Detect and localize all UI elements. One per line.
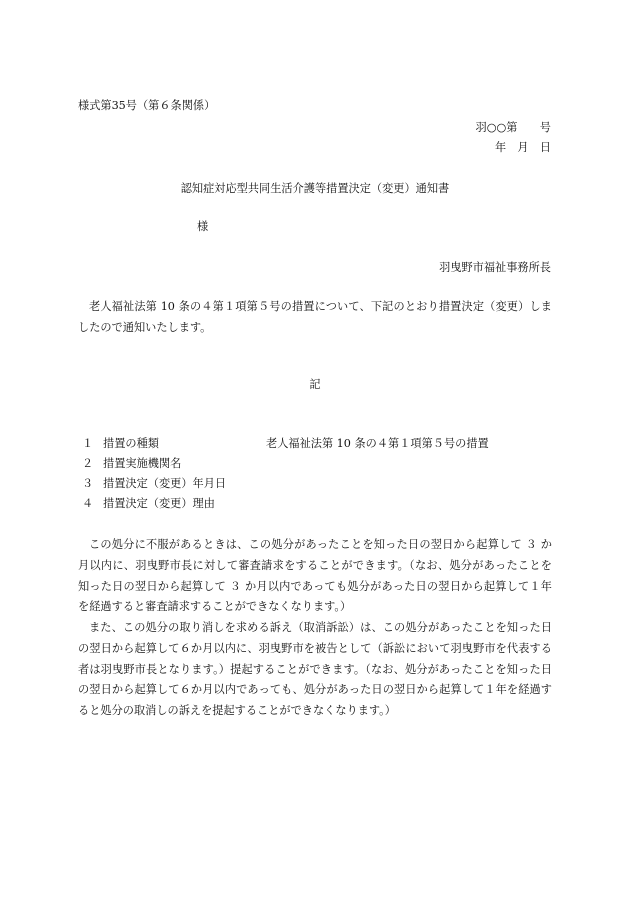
item-label: 措置の種類 (103, 437, 159, 450)
lawsuit-notice-paragraph: また、この処分の取り消しを求める訴え（取消訴訟）は、この処分があったことを知った日の翌日から起算して６か月以内に、羽曳野市を被告として（訴訟において羽曳野市を代表する者は羽曳野市長となります。）提起することができます。（なお、処分があったことを知った日の翌日から起算して６か月以内であっても、処分があった日の翌日から起算して１年を経過すると処分の取消しの訴えを提起することができなくなります。） (78, 621, 552, 718)
appeal-notice-paragraph: この処分に不服があるときは、この処分があったことを知った日の翌日から起算して ３ か月以内に、羽曳野市長に対して審査請求をすることができます。（なお、処分があったことを知った日の翌日から起算して ３ か月以内であっても処分があった日の翌日から起算して１年を経過すると審査請求することができなくなります。） (78, 538, 552, 614)
intro-paragraph: 老人福祉法第 10 条の４第１項第５号の措置について、下記のとおり措置決定（変更）しましたので通知いたします。 (78, 300, 552, 334)
form-label: 様式第35号（第６条関係） (78, 99, 216, 112)
item-value: 老人福祉法第 10 条の４第１項第５号の措置 (266, 437, 489, 450)
item-label: 措置決定（変更）理由 (103, 497, 215, 510)
item-number: ４ (82, 497, 94, 510)
item-label: 措置決定（変更）年月日 (103, 477, 227, 490)
issuer-name: 羽曳野市福祉事務所長 (439, 261, 551, 274)
document-number: 羽○○第 号 (475, 121, 551, 134)
item-label: 措置実施機関名 (103, 457, 182, 470)
document-title: 認知症対応型共同生活介護等措置決定（変更）通知書 (180, 182, 450, 195)
addressee-suffix: 様 (197, 220, 209, 233)
item-number: ３ (82, 477, 94, 490)
item-number: １ (82, 437, 94, 450)
ki-heading: 記 (309, 378, 321, 391)
document-date: 年 月 日 (495, 141, 551, 154)
item-number: ２ (82, 457, 94, 470)
